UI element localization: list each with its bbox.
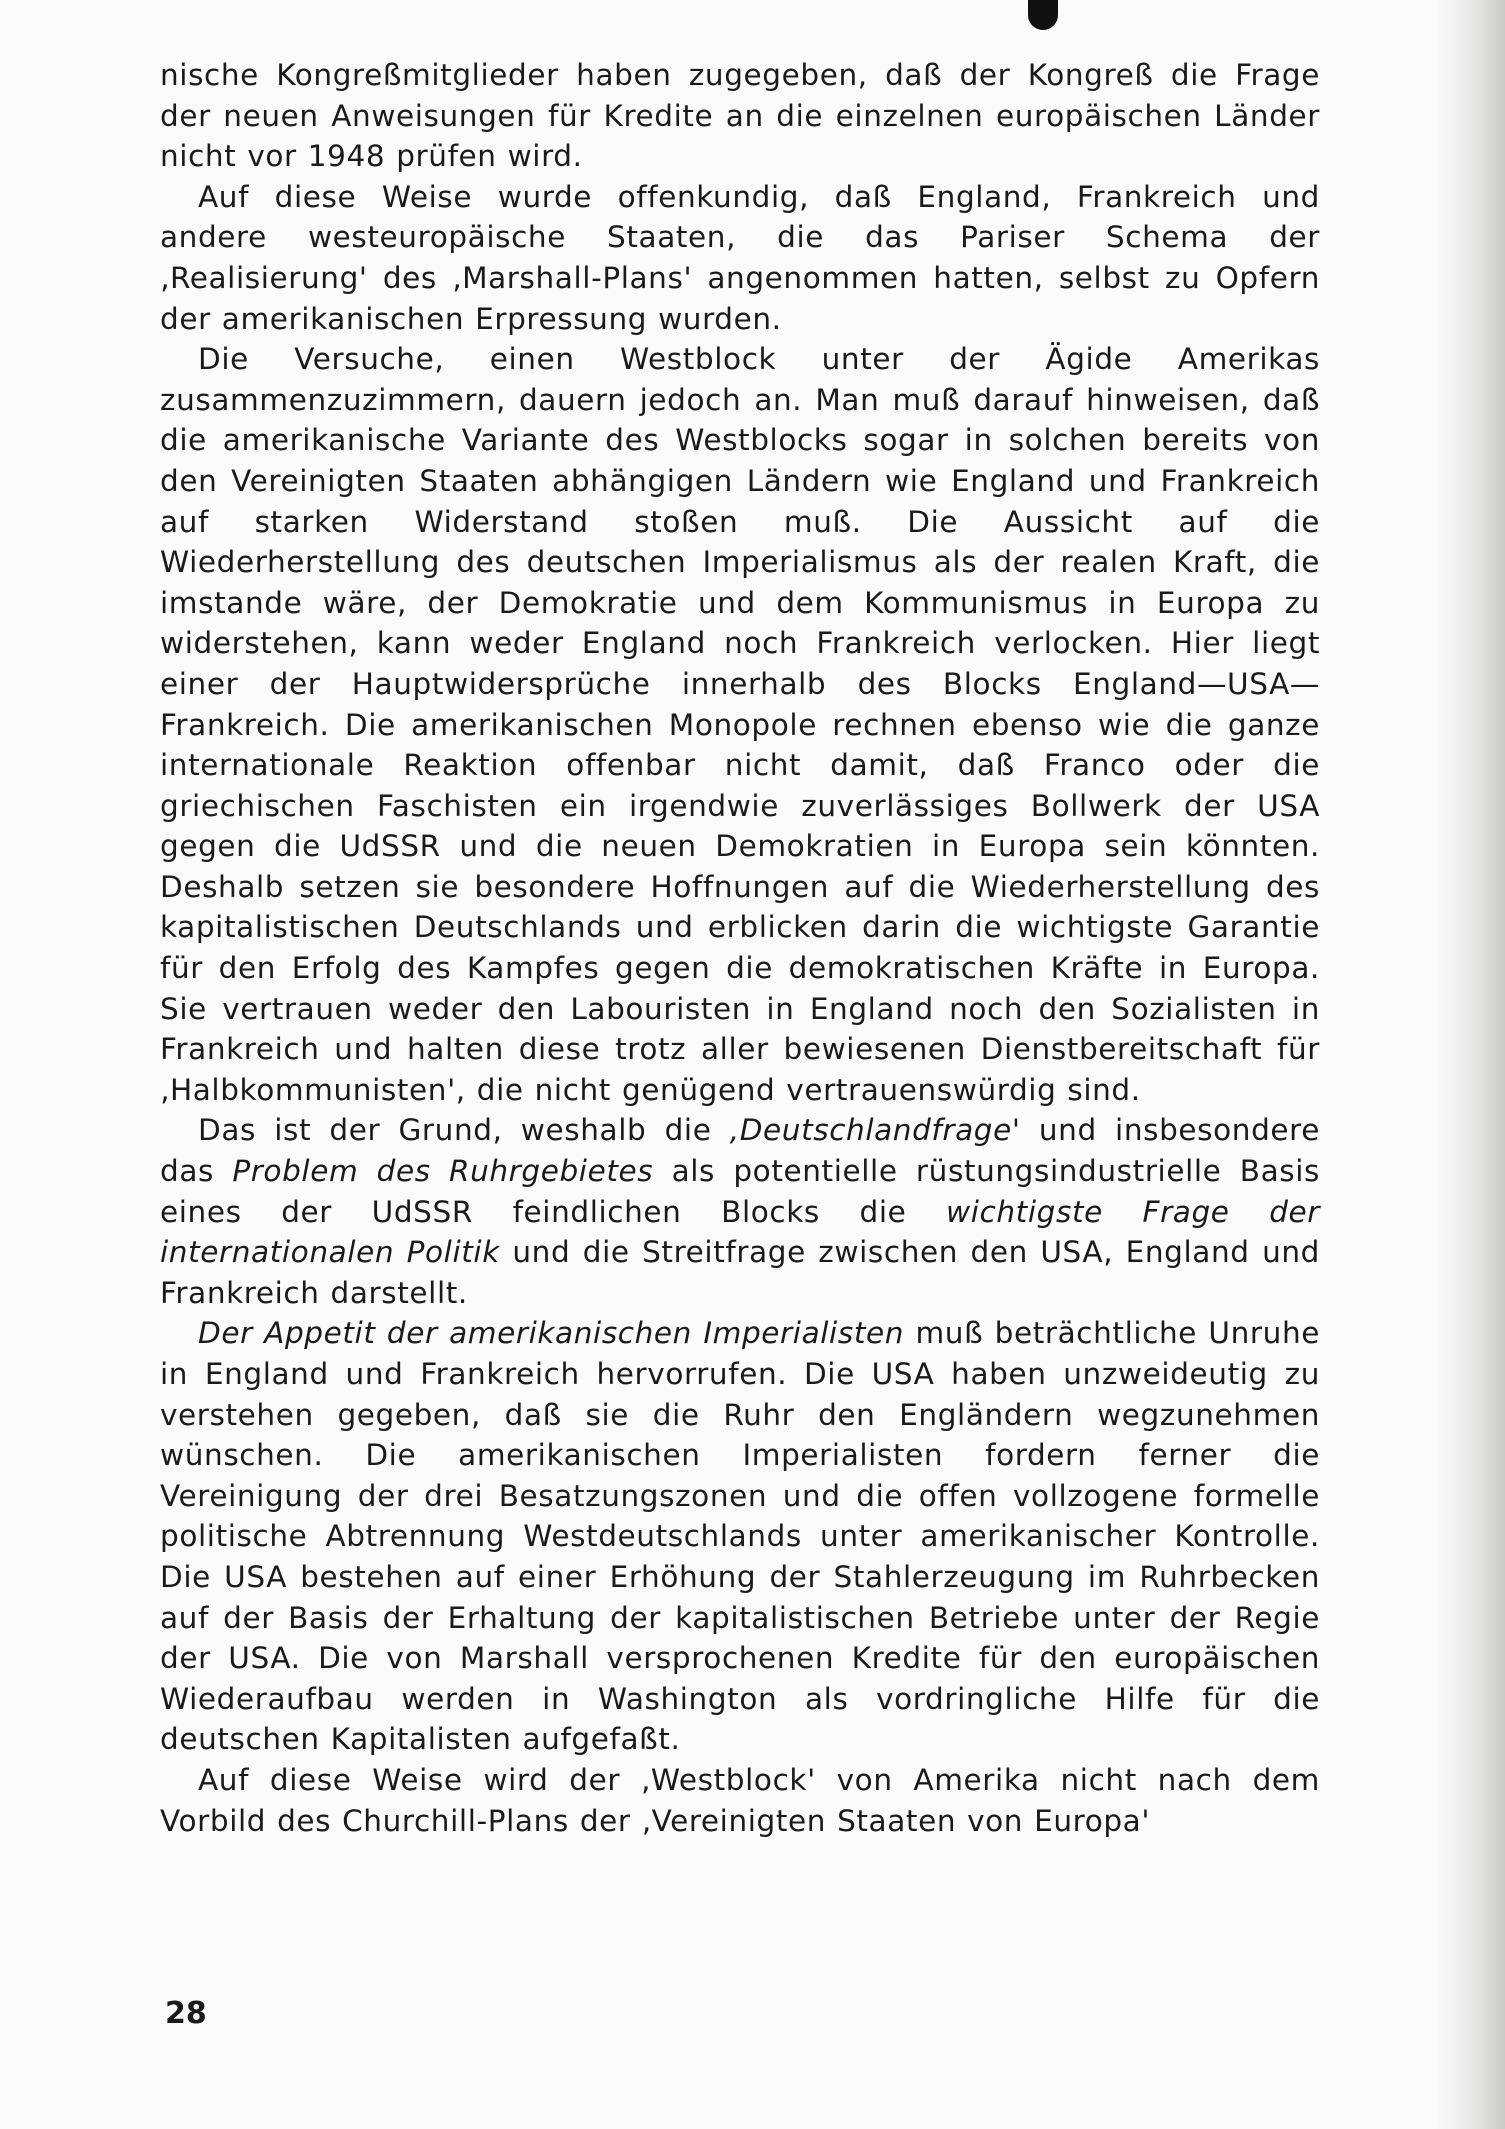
page-edge-shadow (1435, 0, 1505, 2129)
paragraph (160, 1760, 1320, 1841)
text-run: und die Streitfrage zwischen den USA, England und Frankreich darstellt. (160, 1235, 1320, 1310)
body-text (160, 55, 1320, 1841)
emphasis-text: Problem des Ruhrgebietes (232, 1154, 654, 1189)
ink-blot (1028, 0, 1058, 30)
emphasis-text: ‚Deutschlandfrage' (729, 1113, 1021, 1148)
emphasis-text: Der Appetit der amerikanischen Imperialisten (198, 1316, 905, 1351)
paragraph (160, 1313, 1320, 1760)
text-run: Das ist der Grund, weshalb die (198, 1113, 730, 1148)
paragraph (160, 1110, 1320, 1313)
paragraph (160, 177, 1320, 339)
text-run: Die Versuche, einen Westblock unter der Ägide Amerikas zusammenzuzimmern, dauern jedoch an. Man muß darauf hinweisen, daß die amerikanische Variante des Westblocks sogar in solchen bereits von den Vereinigten Staaten abhängigen Ländern wie England und Frankreich auf starken Widerstand stoßen muß. Die Aussicht auf die Wiederherstellung des deutschen Imperialismus als der realen Kraft, die imstande wäre, der Demokratie und dem Kommunismus in Europa zu widerstehen, kann weder England noch Frankreich verlocken. Hier liegt einer der Hauptwidersprüche innerhalb des Blocks England—USA—Frankreich. Die amerikanischen Monopole rechnen ebenso wie die ganze internationale Reaktion offenbar nicht damit, daß Franco oder die griechischen Faschisten ein irgendwie zuverlässiges Bollwerk der USA gegen die UdSSR und die neuen Demokratien in Europa sein könnten. Deshalb setzen sie besondere Hoffnungen auf die Wiederherstellung des kapitalistischen Deutschlands und erblicken darin die wichtigste Garantie für den Erfolg des Kampfes gegen die demokratischen Kräfte in Europa. Sie vertrauen weder den Labouristen in England noch den Sozialisten in Frankreich und halten diese trotz aller bewiesenen Dienstbereitschaft für ‚Halbkommunisten', die nicht genügend vertrauenswürdig sind. (160, 342, 1320, 1107)
text-run: Auf diese Weise wurde offenkundig, daß England, Frankreich und andere westeuropäische Staaten, die das Pariser Schema der ‚Realisierung' des ‚Marshall-Plans' angenommen hatten, selbst zu Opfern der amerikanischen Erpressung wurden. (160, 179, 1320, 336)
paragraph (160, 55, 1320, 177)
text-run: als potentielle rüstungsindustrielle Basis eines der UdSSR feindlichen Blocks die (160, 1154, 1321, 1229)
text-run: nische Kongreßmitglieder haben zugegeben, daß der Kongreß die Frage der neuen Anweisungen für Kredite an die einzelnen europäischen Länder nicht vor 1948 prüfen wird. (160, 58, 1320, 174)
paragraph (160, 339, 1320, 1110)
emphasis-text: wichtigste Frage der internationalen Politik (160, 1194, 1321, 1270)
text-run: muß beträchtliche Unruhe in England und Frankreich hervorrufen. Die USA haben unzweideutig zu verstehen gegeben, daß sie die Ruhr den Engländern wegzunehmen wünschen. Die amerikanischen Imperialisten fordern ferner die Vereinigung der drei Besatzungszonen und die offen vollzogene formelle politische Abtrennung Westdeutschlands unter amerikanischer Kontrolle. Die USA bestehen auf einer Erhöhung der Stahlerzeugung im Ruhrbecken auf der Basis der Erhaltung der kapitalistischen Betriebe unter der Regie der USA. Die von Marshall versprochenen Kredite für den europäischen Wiederaufbau werden in Washington als vordringliche Hilfe für die deutschen Kapitalisten aufgefaßt. (160, 1316, 1320, 1757)
text-run: und insbesondere das (160, 1113, 1320, 1189)
text-run: Auf diese Weise wird der ‚Westblock' von Amerika nicht nach dem Vorbild des Churchill-Plans der ‚Vereinigten Staaten von Europa' (160, 1762, 1320, 1838)
page-number: 28 (165, 1996, 207, 2031)
